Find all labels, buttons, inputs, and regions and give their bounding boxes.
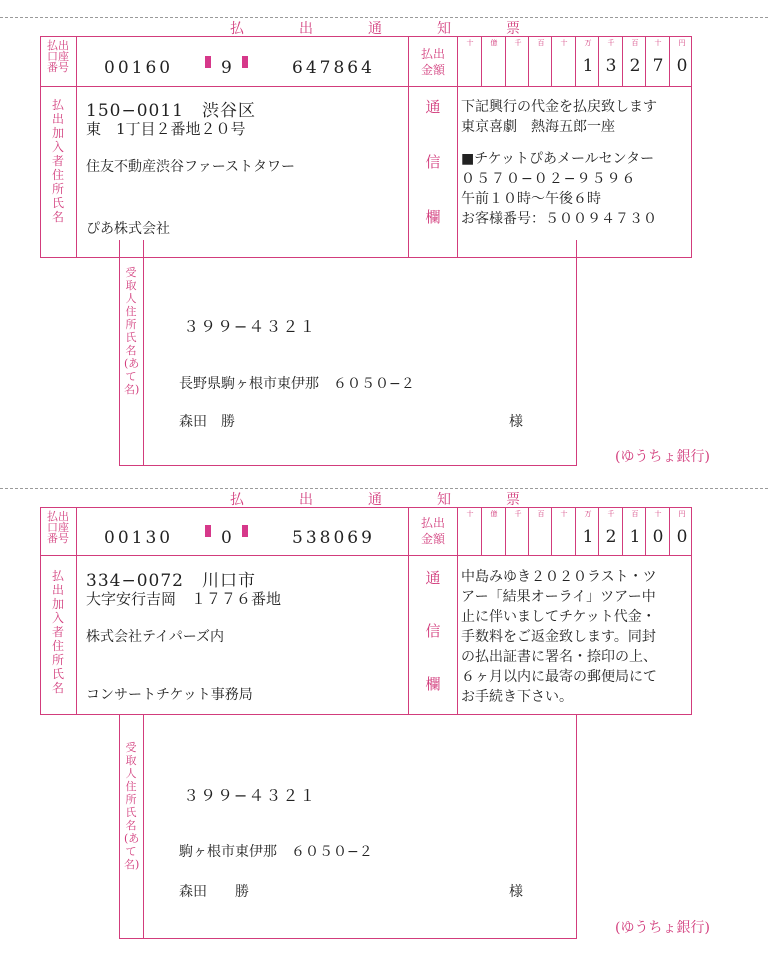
amount-digit: 1 bbox=[629, 527, 641, 547]
recipient-address: 駒ヶ根市東伊那 ６０５０−２ bbox=[179, 844, 373, 860]
amount-digit: 0 bbox=[676, 527, 688, 547]
account-label: 払出 口座 番号 bbox=[47, 510, 69, 545]
account-number-part2: 9 bbox=[221, 58, 235, 78]
account-number-part1: 00160 bbox=[104, 58, 174, 78]
payer-label: 払出加入者住所氏名 bbox=[51, 569, 64, 695]
payer-address-line2: 東 1丁目２番地２０号 bbox=[86, 120, 246, 138]
amount-digit: 0 bbox=[676, 56, 688, 76]
message-label: 通 信 欄 bbox=[425, 98, 441, 226]
bank-name: (ゆうちょ銀行) bbox=[615, 449, 710, 465]
payer-name: コンサートチケット事務局 bbox=[86, 687, 253, 703]
account-number-part3: 647864 bbox=[292, 58, 375, 78]
payment-slip-1 bbox=[0, 18, 768, 494]
recipient-label: 受取人住所氏名(あて名) bbox=[124, 266, 140, 396]
amount-digit: 3 bbox=[605, 56, 617, 76]
account-number-part1: 00130 bbox=[104, 528, 174, 548]
amount-digit: 2 bbox=[629, 56, 641, 76]
separator-marker bbox=[205, 525, 211, 537]
payer-company: 株式会社テイパーズ内 bbox=[86, 629, 225, 645]
recipient-box bbox=[119, 240, 577, 466]
message-block: 中島みゆき２０２０ラスト・ツ アー「結果オーライ」ツアー中 止に伴いましてチケット代金・ 手数料をご返金致します。同封 の払出証書に署名・捺印の上、 ６ヶ月以内に最寄の郵便局にて お手続き下さい。 bbox=[461, 569, 657, 705]
payment-slip-2 bbox=[0, 489, 768, 965]
recipient-label: 受取人住所氏名(あて名) bbox=[124, 741, 140, 871]
amount-digit-grid: 十 億 千 百 十 万 1 千 3 百 2 十 7 円 0 bbox=[457, 36, 692, 86]
recipient-name: 森田 勝 bbox=[179, 414, 235, 430]
amount-digit: 1 bbox=[582, 56, 594, 76]
amount-label: 払出 金額 bbox=[420, 516, 445, 546]
amount-digit-grid: 十 億 千 百 十 万 1 千 2 百 1 十 0 円 0 bbox=[457, 507, 692, 555]
payer-name: ぴあ株式会社 bbox=[86, 221, 170, 237]
amount-label: 払出 金額 bbox=[420, 47, 445, 77]
recipient-name: 森田 勝 bbox=[179, 884, 249, 900]
payer-address-line1: 150−0011 渋谷区 bbox=[86, 101, 256, 121]
payer-company: 住友不動産渋谷ファーストタワー bbox=[86, 159, 296, 175]
separator-marker bbox=[242, 56, 248, 68]
slip-title: 払 出 通 知 票 bbox=[230, 21, 520, 37]
message-block: 下記興行の代金を払戻致します 東京喜劇 熱海五郎一座 ■チケットぴあメールセンター ０５７０−０２−９５９６ 午前１０時〜午後６時 お客様番号：５００９４７３０ bbox=[461, 99, 657, 227]
account-number-part3: 538069 bbox=[292, 528, 375, 548]
account-label: 払出 口座 番号 bbox=[47, 39, 69, 74]
payer-address-line2: 大字安行吉岡 １７７６番地 bbox=[86, 590, 282, 608]
message-label: 通 信 欄 bbox=[425, 569, 441, 693]
payer-label: 払出加入者住所氏名 bbox=[51, 98, 64, 224]
recipient-box bbox=[119, 715, 577, 939]
recipient-honorific: 様 bbox=[509, 884, 523, 900]
payer-address-line1: 334−0072 川口市 bbox=[86, 571, 256, 591]
recipient-address: 長野県駒ヶ根市東伊那 ６０５０−２ bbox=[179, 376, 415, 392]
bank-name: (ゆうちょ銀行) bbox=[615, 920, 710, 936]
amount-digit: 1 bbox=[582, 527, 594, 547]
separator-marker bbox=[242, 525, 248, 537]
amount-digit: 0 bbox=[652, 527, 664, 547]
recipient-honorific: 様 bbox=[509, 414, 523, 430]
recipient-postal: ３９９−４３２１ bbox=[183, 317, 317, 336]
recipient-postal: ３９９−４３２１ bbox=[183, 786, 317, 805]
separator-marker bbox=[205, 56, 211, 68]
amount-digit: 7 bbox=[652, 56, 664, 76]
account-number-part2: 0 bbox=[221, 528, 235, 548]
amount-digit: 2 bbox=[605, 527, 617, 547]
slip-title: 払 出 通 知 票 bbox=[230, 492, 520, 508]
